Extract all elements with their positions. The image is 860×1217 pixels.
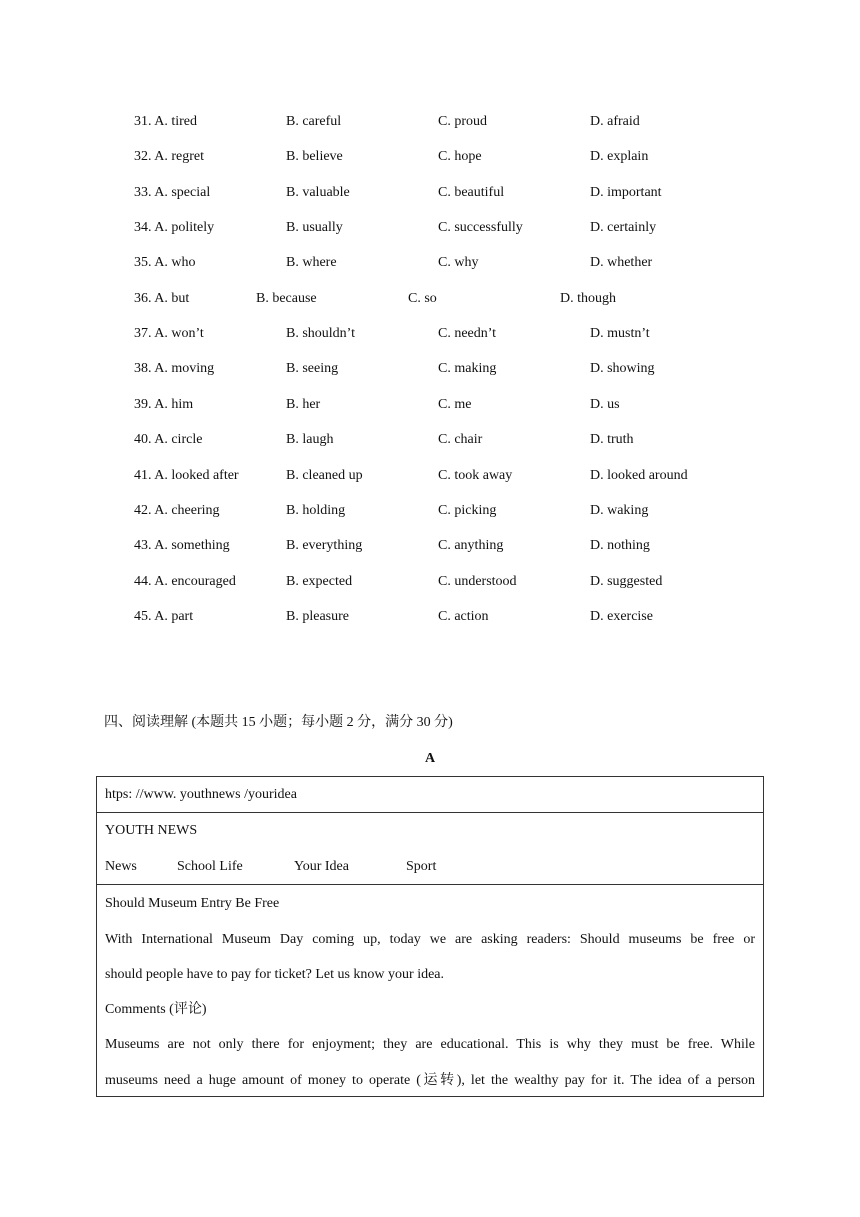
option-a-cell — [134, 324, 204, 344]
option-b: B. because — [256, 291, 317, 306]
question-number: 35. — [134, 255, 152, 270]
option-a-cell — [134, 183, 210, 203]
question-number: 42. — [134, 503, 152, 518]
option-a: A. moving — [154, 361, 215, 376]
question-row — [0, 112, 860, 132]
nav-bar — [105, 857, 755, 877]
option-b: B. holding — [286, 503, 346, 518]
nav-item-sport[interactable]: Sport — [406, 859, 437, 874]
option-a-cell — [134, 572, 236, 592]
option-d: D. suggested — [590, 574, 663, 589]
option-a-cell — [134, 253, 195, 273]
site-name: YOUTH NEWS — [105, 823, 198, 838]
passage-label: A — [424, 751, 436, 766]
url-bar — [97, 777, 763, 813]
question-row — [0, 501, 860, 521]
option-c: C. action — [438, 609, 489, 624]
question-row — [0, 572, 860, 592]
question-number: 37. — [134, 326, 152, 341]
url-text: htps: //www. youthnews /youridea — [105, 787, 297, 802]
comments-heading: Comments (评论) — [105, 1002, 207, 1017]
question-row — [0, 183, 860, 203]
option-a-cell — [134, 289, 189, 309]
option-a-cell — [134, 607, 193, 627]
article-intro-line-1: With International Museum Day coming up, today we are asking readers: Should museums be free or — [105, 932, 755, 947]
question-row — [0, 147, 860, 167]
option-a: A. but — [154, 291, 190, 306]
comment-line-1: Museums are not only there for enjoyment; they are educational. This is why they must be free. While — [105, 1037, 755, 1052]
webpage-box — [96, 776, 764, 1097]
option-c: C. successfully — [438, 220, 523, 235]
option-c: C. chair — [438, 432, 483, 447]
option-a-cell — [134, 218, 214, 238]
question-row — [0, 289, 860, 309]
option-c: C. so — [408, 291, 437, 306]
nav-item-your-idea[interactable]: Your Idea — [294, 859, 349, 874]
option-a-cell — [134, 112, 197, 132]
question-row — [0, 395, 860, 415]
option-b: B. pleasure — [286, 609, 349, 624]
question-number: 31. — [134, 114, 152, 129]
option-d: D. though — [560, 291, 616, 306]
option-c: C. needn’t — [438, 326, 497, 341]
question-number: 38. — [134, 361, 152, 376]
option-b: B. everything — [286, 538, 363, 553]
option-c: C. proud — [438, 114, 487, 129]
option-d: D. exercise — [590, 609, 653, 624]
option-a: A. part — [154, 609, 194, 624]
option-a-cell — [134, 430, 202, 450]
option-a-cell — [134, 466, 239, 486]
option-a-cell — [134, 147, 204, 167]
option-b: B. seeing — [286, 361, 339, 376]
option-a: A. tired — [154, 114, 197, 129]
option-a: A. won’t — [154, 326, 204, 341]
question-number: 39. — [134, 397, 152, 412]
option-b: B. valuable — [286, 185, 350, 200]
option-b: B. laugh — [286, 432, 334, 447]
question-number: 36. — [134, 291, 152, 306]
option-a: A. regret — [154, 149, 204, 164]
option-c: C. understood — [438, 574, 517, 589]
question-number: 40. — [134, 432, 152, 447]
option-c: C. picking — [438, 503, 497, 518]
option-d: D. showing — [590, 361, 655, 376]
option-b: B. expected — [286, 574, 353, 589]
article-intro-line-2: should people have to pay for ticket? Let us know your idea. — [105, 967, 445, 982]
option-a-cell — [134, 359, 214, 379]
option-b: B. her — [286, 397, 321, 412]
option-a: A. encouraged — [154, 574, 236, 589]
option-c: C. anything — [438, 538, 504, 553]
option-b: B. where — [286, 255, 337, 270]
option-d: D. whether — [590, 255, 653, 270]
nav-item-news[interactable]: News — [105, 859, 137, 874]
option-d: D. explain — [590, 149, 649, 164]
option-a-cell — [134, 395, 193, 415]
option-b: B. careful — [286, 114, 342, 129]
question-number: 32. — [134, 149, 152, 164]
option-b: B. cleaned up — [286, 468, 363, 483]
option-c: C. beautiful — [438, 185, 505, 200]
question-number: 43. — [134, 538, 152, 553]
option-d: D. waking — [590, 503, 649, 518]
option-c: C. making — [438, 361, 497, 376]
question-row — [0, 253, 860, 273]
option-a-cell — [134, 501, 220, 521]
option-c: C. hope — [438, 149, 482, 164]
option-d: D. mustn’t — [590, 326, 650, 341]
question-row — [0, 324, 860, 344]
article-title: Should Museum Entry Be Free — [105, 896, 280, 911]
nav-item-school-life[interactable]: School Life — [177, 859, 243, 874]
option-a: A. looked after — [154, 468, 239, 483]
option-a: A. special — [154, 185, 211, 200]
option-d: D. nothing — [590, 538, 650, 553]
option-c: C. took away — [438, 468, 513, 483]
question-number: 44. — [134, 574, 152, 589]
question-row — [0, 359, 860, 379]
option-d: D. looked around — [590, 468, 688, 483]
comment-line-2: museums need a huge amount of money to operate (运转), let the wealthy pay for it. The idea of a person — [105, 1073, 755, 1088]
option-c: C. me — [438, 397, 472, 412]
question-number: 45. — [134, 609, 152, 624]
question-row — [0, 607, 860, 627]
question-number: 41. — [134, 468, 152, 483]
option-a: A. politely — [154, 220, 215, 235]
option-a: A. circle — [154, 432, 203, 447]
option-a: A. him — [154, 397, 194, 412]
site-header — [97, 813, 763, 885]
option-a: A. cheering — [154, 503, 220, 518]
question-row — [0, 218, 860, 238]
option-b: B. shouldn’t — [286, 326, 355, 341]
option-d: D. us — [590, 397, 620, 412]
question-row — [0, 430, 860, 450]
option-d: D. important — [590, 185, 662, 200]
option-d: D. truth — [590, 432, 634, 447]
question-number: 33. — [134, 185, 152, 200]
option-d: D. certainly — [590, 220, 657, 235]
question-number: 34. — [134, 220, 152, 235]
option-b: B. believe — [286, 149, 343, 164]
section-title: 四、阅读理解 (本题共 15 小题；每小题 2 分，满分 30 分) — [104, 715, 453, 730]
option-b: B. usually — [286, 220, 343, 235]
option-a: A. who — [154, 255, 196, 270]
option-a-cell — [134, 536, 230, 556]
question-row — [0, 466, 860, 486]
option-a: A. something — [154, 538, 230, 553]
article — [97, 885, 763, 1096]
option-c: C. why — [438, 255, 479, 270]
option-d: D. afraid — [590, 114, 640, 129]
question-row — [0, 536, 860, 556]
